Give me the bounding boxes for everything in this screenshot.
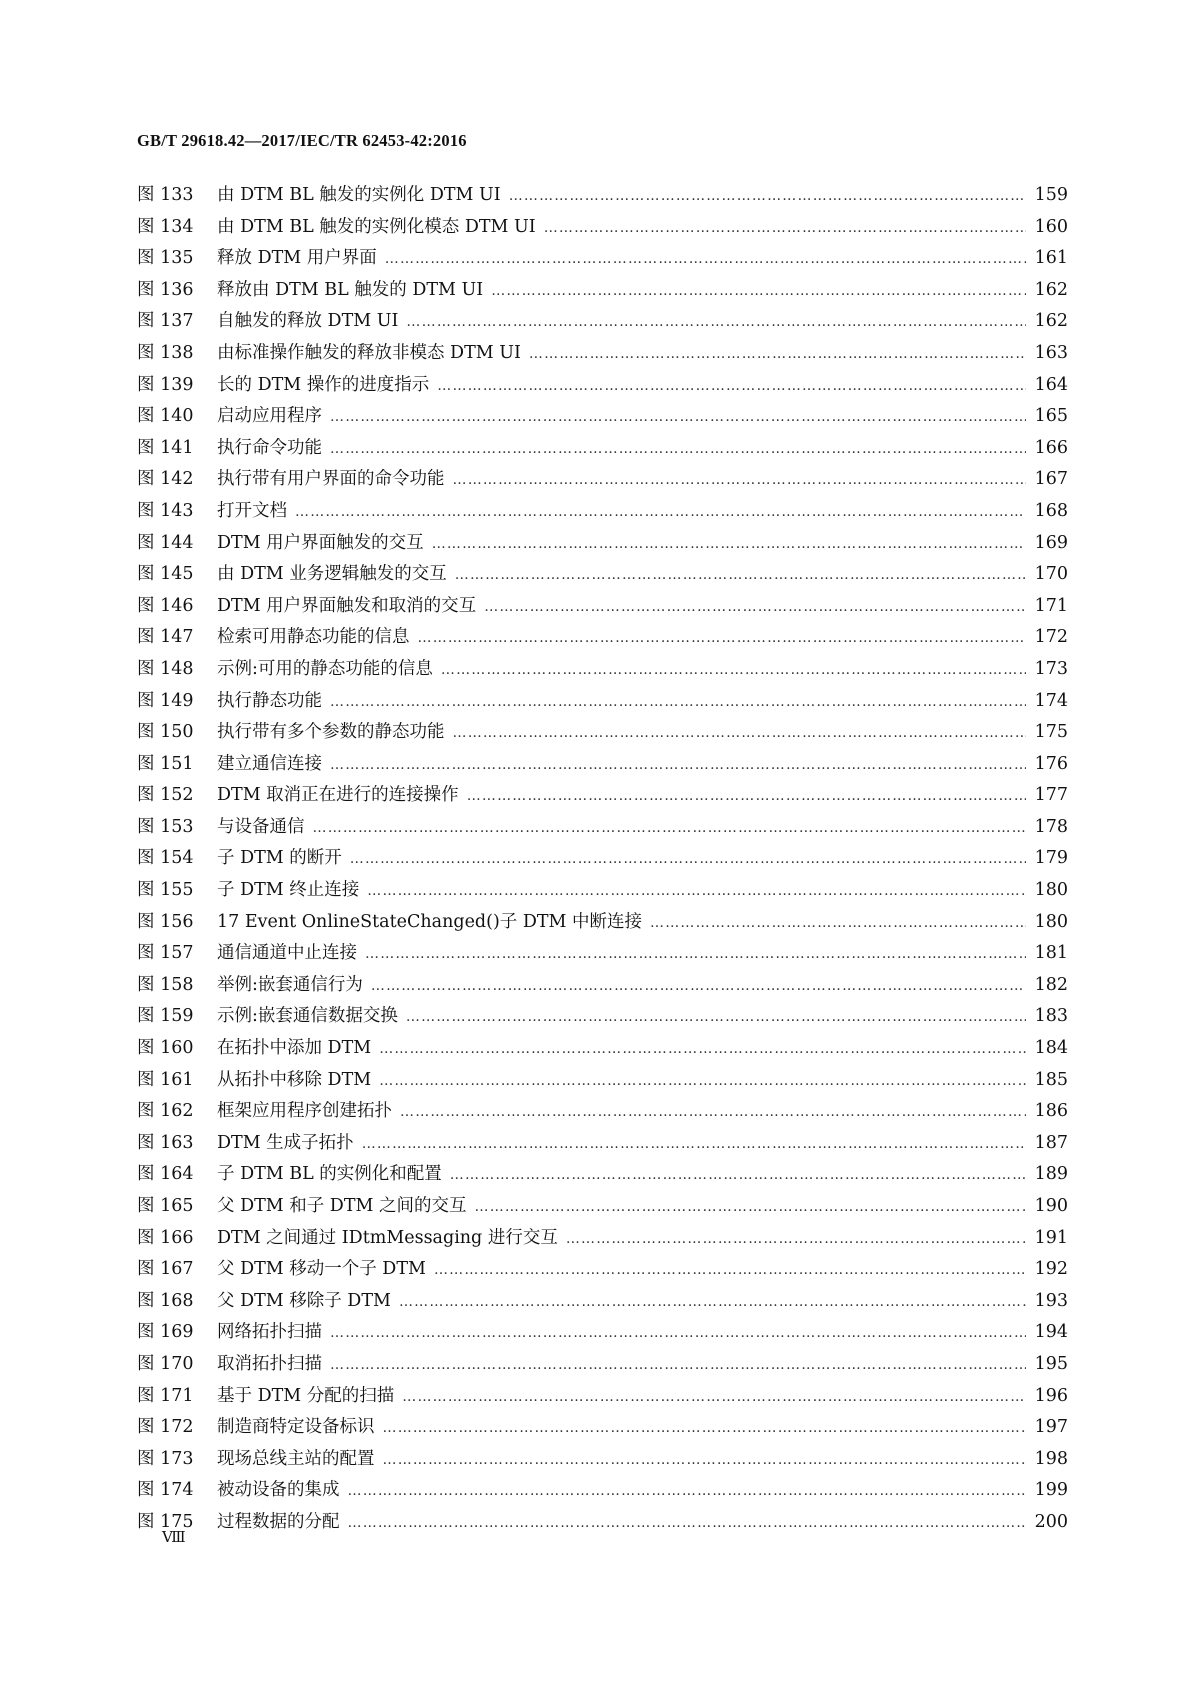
toc-entry[interactable]: [137, 1033, 1068, 1065]
dot-leader: [509, 181, 1026, 213]
page-ref: 179: [1034, 848, 1068, 869]
figure-title: 由 DTM BL 触发的实例化模态 DTM UI: [217, 216, 536, 237]
toc-entry[interactable]: [137, 875, 1068, 907]
figure-number: 图 168: [137, 1290, 194, 1311]
figure-title: 过程数据的分配: [217, 1511, 340, 1532]
figure-number: 图 171: [137, 1385, 194, 1406]
dot-leader: [475, 1192, 1027, 1224]
figure-title: 子 DTM BL 的实例化和配置: [217, 1164, 442, 1185]
figure-number: 图 138: [137, 342, 194, 363]
figure-number: 图 141: [137, 437, 194, 458]
dot-leader: [367, 876, 1026, 908]
dot-leader: [330, 687, 1026, 719]
figure-number: 图 159: [137, 1006, 194, 1027]
figure-title: 基于 DTM 分配的扫描: [217, 1385, 395, 1406]
toc-entry[interactable]: [137, 1254, 1068, 1286]
figure-title: DTM 之间通过 IDtmMessaging 进行交互: [217, 1227, 558, 1248]
toc-entry[interactable]: [137, 717, 1068, 749]
figure-title: DTM 生成子拓扑: [217, 1132, 354, 1153]
figure-number: 图 134: [137, 216, 194, 237]
page-ref: 183: [1034, 1006, 1068, 1027]
dot-leader: [313, 813, 1027, 845]
figure-title: 打开文档: [217, 500, 287, 521]
page-ref: 180: [1034, 911, 1068, 932]
page-ref: 163: [1034, 342, 1068, 363]
figure-title: 父 DTM 和子 DTM 之间的交互: [217, 1196, 467, 1216]
dot-leader: [330, 402, 1026, 434]
figure-title: 网络拓扑扫描: [217, 1322, 322, 1343]
figure-title: 示例:可用的静态功能的信息: [217, 658, 433, 679]
figure-number: 图 149: [137, 690, 194, 711]
document-header: GB/T 29618.42—2017/IEC/TR 62453-42:2016: [137, 131, 467, 150]
figure-number: 图 169: [137, 1322, 194, 1343]
figure-title: 释放由 DTM BL 触发的 DTM UI: [217, 279, 484, 300]
page-ref: 178: [1034, 816, 1068, 837]
figure-title: 与设备通信: [217, 816, 305, 837]
figure-number: 图 143: [137, 500, 194, 521]
toc-entry[interactable]: [137, 1001, 1068, 1033]
figure-number: 图 136: [137, 279, 194, 300]
dot-leader: [400, 1097, 1026, 1129]
figure-number: 图 152: [137, 785, 194, 806]
page-ref: 174: [1034, 690, 1068, 711]
page-ref: 173: [1034, 658, 1068, 679]
dot-leader: [566, 1224, 1026, 1256]
figure-title: 由 DTM BL 触发的实例化 DTM UI: [217, 185, 501, 205]
toc-entry[interactable]: [137, 622, 1068, 654]
figure-number: 图 164: [137, 1164, 194, 1185]
toc-entry[interactable]: [137, 1191, 1068, 1223]
page-ref: 166: [1034, 437, 1068, 458]
toc-entry[interactable]: [137, 306, 1068, 338]
figure-number: 图 156: [137, 911, 194, 932]
figure-title: 执行命令功能: [217, 437, 322, 458]
dot-leader: [650, 908, 1026, 940]
dot-leader: [330, 434, 1026, 466]
toc-entry[interactable]: [137, 1381, 1068, 1413]
toc-entry[interactable]: [137, 528, 1068, 560]
dot-leader: [371, 971, 1026, 1003]
figure-title: 检索可用静态功能的信息: [217, 627, 410, 648]
dot-leader: [441, 655, 1026, 687]
toc-entry[interactable]: [137, 559, 1068, 591]
toc-entry[interactable]: [137, 1286, 1068, 1318]
toc-entry[interactable]: [137, 496, 1068, 528]
page-ref: 191: [1034, 1227, 1068, 1248]
dot-leader: [402, 1382, 1026, 1414]
figure-title: 取消拓扑扫描: [217, 1353, 322, 1374]
toc-entry[interactable]: [137, 938, 1068, 970]
figure-title: 父 DTM 移动一个子 DTM: [217, 1259, 426, 1280]
figure-list: [137, 180, 1068, 1539]
figure-title: 制造商特定设备标识: [217, 1417, 375, 1438]
dot-leader: [383, 1413, 1027, 1445]
page-ref: 195: [1034, 1353, 1068, 1374]
page-ref: 175: [1034, 722, 1068, 743]
dot-leader: [362, 1129, 1026, 1161]
page-ref: 161: [1034, 248, 1068, 269]
page-ref: 160: [1034, 216, 1068, 237]
figure-title: 框架应用程序创建拓扑: [217, 1101, 392, 1122]
figure-number: 图 157: [137, 943, 194, 964]
toc-entry[interactable]: [137, 843, 1068, 875]
figure-number: 图 140: [137, 406, 194, 427]
page-ref: 193: [1034, 1290, 1068, 1311]
toc-entry[interactable]: [137, 1444, 1068, 1476]
page-ref: 165: [1034, 406, 1068, 427]
page-ref: 176: [1034, 753, 1068, 774]
figure-number: 图 150: [137, 722, 194, 743]
figure-title: 通信通道中止连接: [217, 943, 357, 964]
figure-title: 被动设备的集成: [217, 1480, 340, 1501]
dot-leader: [467, 781, 1026, 813]
dot-leader: [484, 592, 1026, 624]
page-ref: 192: [1034, 1259, 1068, 1280]
figure-number: 图 173: [137, 1448, 194, 1469]
toc-entry[interactable]: [137, 812, 1068, 844]
figure-title: 执行带有用户界面的命令功能: [217, 469, 445, 490]
toc-entry[interactable]: [137, 654, 1068, 686]
figure-number: 图 145: [137, 564, 194, 585]
page-ref: 185: [1034, 1069, 1068, 1090]
page-ref: 177: [1034, 785, 1068, 806]
toc-entry[interactable]: [137, 1096, 1068, 1128]
figure-number: 图 161: [137, 1069, 194, 1090]
page-ref: 200: [1034, 1511, 1068, 1532]
figure-title: DTM 用户界面触发和取消的交互: [217, 595, 477, 616]
toc-entry[interactable]: [137, 1223, 1068, 1255]
page-ref: 164: [1034, 374, 1068, 395]
figure-title: 父 DTM 移除子 DTM: [217, 1290, 391, 1311]
figure-number: 图 162: [137, 1101, 194, 1122]
toc-entry[interactable]: [137, 749, 1068, 781]
page-ref: 159: [1034, 185, 1068, 205]
toc-entry[interactable]: [137, 907, 1068, 939]
page-ref: 169: [1034, 532, 1068, 553]
dot-leader: [455, 560, 1026, 592]
figure-number: 图 165: [137, 1196, 194, 1216]
figure-number: 图 151: [137, 753, 194, 774]
figure-title: 由 DTM 业务逻辑触发的交互: [217, 564, 447, 585]
toc-entry[interactable]: [137, 401, 1068, 433]
page-ref: 190: [1034, 1196, 1068, 1216]
toc-entry[interactable]: [137, 464, 1068, 496]
dot-leader: [330, 750, 1026, 782]
dot-leader: [330, 1350, 1026, 1382]
toc-entry[interactable]: [137, 1412, 1068, 1444]
dot-leader: [379, 1034, 1026, 1066]
figure-number: 图 174: [137, 1480, 194, 1501]
toc-entry[interactable]: [137, 243, 1068, 275]
toc-entry[interactable]: [137, 1065, 1068, 1097]
figure-title: 17 Event OnlineStateChanged()子 DTM 中断连接: [217, 911, 643, 932]
page-ref: 168: [1034, 500, 1068, 521]
figure-number: 图 170: [137, 1353, 194, 1374]
dot-leader: [453, 718, 1027, 750]
figure-title: 举例:嵌套通信行为: [217, 974, 363, 995]
figure-number: 图 158: [137, 974, 194, 995]
toc-entry[interactable]: [137, 686, 1068, 718]
page-ref: 187: [1034, 1132, 1068, 1153]
dot-leader: [453, 465, 1027, 497]
figure-number: 图 153: [137, 816, 194, 837]
toc-entry[interactable]: [137, 970, 1068, 1002]
figure-number: 图 163: [137, 1132, 194, 1153]
page-ref: 184: [1034, 1038, 1068, 1059]
page-ref: 182: [1034, 974, 1068, 995]
page-ref: 197: [1034, 1417, 1068, 1438]
toc-entry[interactable]: [137, 1128, 1068, 1160]
figure-number: 图 147: [137, 627, 194, 648]
figure-number: 图 139: [137, 374, 194, 395]
toc-entry[interactable]: [137, 212, 1068, 244]
figure-number: 图 133: [137, 185, 194, 205]
toc-entry[interactable]: [137, 275, 1068, 307]
page-ref: 181: [1034, 943, 1068, 964]
dot-leader: [491, 276, 1026, 308]
dot-leader: [437, 371, 1026, 403]
figure-title: 释放 DTM 用户界面: [217, 248, 377, 269]
page-ref: 199: [1034, 1480, 1068, 1501]
figure-title: 现场总线主站的配置: [217, 1448, 375, 1469]
page-ref: 172: [1034, 627, 1068, 648]
figure-number: 图 146: [137, 595, 194, 616]
figure-title: 长的 DTM 操作的进度指示: [217, 374, 430, 395]
toc-entry[interactable]: [137, 370, 1068, 402]
toc-entry[interactable]: [137, 433, 1068, 465]
figure-title: DTM 取消正在进行的连接操作: [217, 785, 459, 806]
dot-leader: [418, 623, 1027, 655]
figure-number: 图 155: [137, 880, 194, 901]
dot-leader: [529, 339, 1026, 371]
toc-entry[interactable]: [137, 591, 1068, 623]
dot-leader: [365, 939, 1026, 971]
figure-number: 图 148: [137, 658, 194, 679]
page-ref: 194: [1034, 1322, 1068, 1343]
toc-entry[interactable]: [137, 1349, 1068, 1381]
page-ref: 186: [1034, 1101, 1068, 1122]
page-number: Ⅷ: [162, 1530, 186, 1546]
dot-leader: [432, 529, 1026, 561]
figure-number: 图 160: [137, 1038, 194, 1059]
figure-title: 由标准操作触发的释放非模态 DTM UI: [217, 342, 521, 363]
page-ref: 162: [1034, 311, 1068, 332]
page-ref: 180: [1034, 880, 1068, 901]
figure-title: 启动应用程序: [217, 406, 322, 427]
toc-entry[interactable]: [137, 1159, 1068, 1191]
figure-number: 图 142: [137, 469, 194, 490]
figure-title: 子 DTM 终止连接: [217, 880, 360, 901]
toc-entry[interactable]: [137, 780, 1068, 812]
figure-title: 执行静态功能: [217, 690, 322, 711]
dot-leader: [434, 1255, 1026, 1287]
dot-leader: [406, 1002, 1026, 1034]
toc-entry[interactable]: [137, 1317, 1068, 1349]
toc-entry[interactable]: [137, 1507, 1068, 1539]
figure-number: 图 172: [137, 1417, 194, 1438]
page-ref: 167: [1034, 469, 1068, 490]
page-ref: 198: [1034, 1448, 1068, 1469]
figure-number: 图 167: [137, 1259, 194, 1280]
dot-leader: [348, 1476, 1027, 1508]
figure-title: 从拓扑中移除 DTM: [217, 1069, 372, 1090]
dot-leader: [450, 1160, 1026, 1192]
page-ref: 170: [1034, 564, 1068, 585]
figure-title: 示例:嵌套通信数据交换: [217, 1006, 398, 1027]
figure-title: DTM 用户界面触发的交互: [217, 532, 424, 553]
page-ref: 189: [1034, 1164, 1068, 1185]
figure-number: 图 166: [137, 1227, 194, 1248]
dot-leader: [383, 1445, 1027, 1477]
page-ref: 196: [1034, 1385, 1068, 1406]
dot-leader: [399, 1287, 1026, 1319]
toc-entry[interactable]: [137, 180, 1068, 212]
figure-title: 自触发的释放 DTM UI: [217, 311, 399, 332]
dot-leader: [544, 213, 1026, 245]
dot-leader: [350, 844, 1026, 876]
dot-leader: [406, 307, 1026, 339]
figure-number: 图 154: [137, 848, 194, 869]
page-ref: 171: [1034, 595, 1068, 616]
dot-leader: [348, 1508, 1027, 1540]
figure-number: 图 175: [137, 1511, 194, 1532]
figure-title: 建立通信连接: [217, 753, 322, 774]
figure-number: 图 144: [137, 532, 194, 553]
dot-leader: [295, 497, 1026, 529]
dot-leader: [385, 244, 1026, 276]
figure-number: 图 137: [137, 311, 194, 332]
figure-title: 子 DTM 的断开: [217, 848, 342, 869]
dot-leader: [330, 1318, 1026, 1350]
toc-entry[interactable]: [137, 1475, 1068, 1507]
figure-title: 在拓扑中添加 DTM: [217, 1038, 372, 1059]
dot-leader: [379, 1066, 1026, 1098]
figure-title: 执行带有多个参数的静态功能: [217, 722, 445, 743]
page-ref: 162: [1034, 279, 1068, 300]
toc-entry[interactable]: [137, 338, 1068, 370]
figure-number: 图 135: [137, 248, 194, 269]
